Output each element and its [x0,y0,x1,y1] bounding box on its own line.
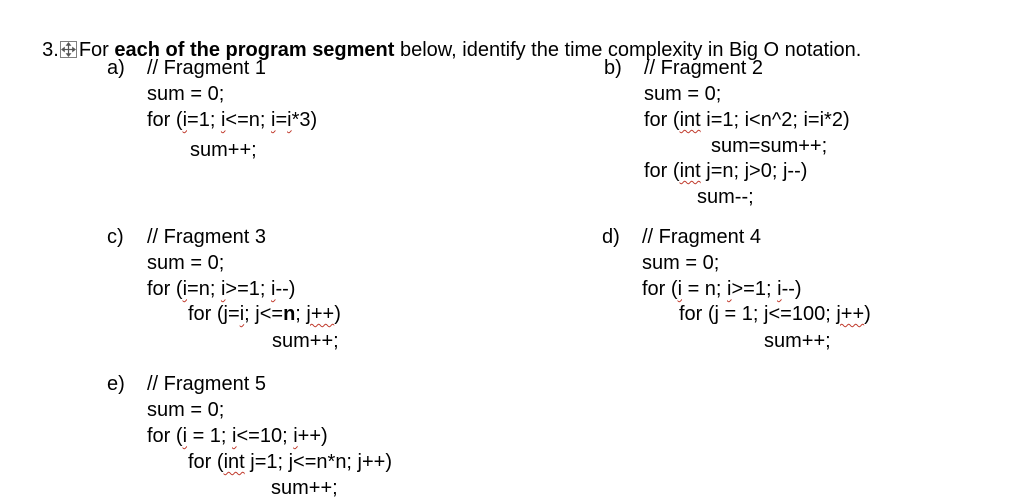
fragment-e-line2: for (i = 1; i<=10; i++) [147,425,328,447]
fragment-d-title: // Fragment 4 [642,226,761,248]
fragment-a-label: a) [107,57,125,79]
fragment-e-line3: for (int j=1; j<=n*n; j++) [188,451,393,473]
fragment-c-label: c) [107,226,124,248]
fragment-d-line3: for (j = 1; j<=100; j++) [679,303,871,325]
fragment-d-line1: sum = 0; [642,252,720,274]
fragment-e-label: e) [107,373,125,395]
fragment-b-line4: for (int j=n; j>0; j--) [644,160,808,182]
fragment-e-line4: sum++; [271,477,338,499]
question-prefix: For [78,39,115,61]
fragment-e-line1: sum = 0; [147,399,225,421]
question-number: 3. [42,39,59,61]
question-bold: each of the program segment [114,39,395,61]
fragment-a-title: // Fragment 1 [147,57,266,79]
fragment-e-title: // Fragment 5 [147,373,266,395]
fragment-b-label: b) [604,57,622,79]
fragment-a-line1: sum = 0; [147,83,225,105]
question-header [31,14,861,62]
move-handle-icon[interactable] [60,41,77,58]
fragment-b-title: // Fragment 2 [644,57,763,79]
fragment-a-line3: sum++; [190,139,257,161]
fragment-b-line5: sum--; [697,186,754,208]
fragment-b-line3: sum=sum++; [711,135,828,157]
fragment-c-line2: for (i=n; i>=1; i--) [147,278,296,300]
fragment-c-line1: sum = 0; [147,252,225,274]
fragment-c-title: // Fragment 3 [147,226,266,248]
fragment-d-line4: sum++; [764,330,831,352]
fragment-d-line2: for (i = n; i>=1; i--) [642,278,802,300]
fragment-b-line1: sum = 0; [644,83,722,105]
fragment-a-line2: for (i=1; i<=n; i=i*3) [147,109,318,131]
question-suffix: below, identify the time complexity in Big O notation. [394,39,862,61]
fragment-c-line3: for (j=i; j<=n; j++) [188,303,341,325]
fragment-d-label: d) [602,226,620,248]
fragment-b-line2: for (int i=1; i<n^2; i=i*2) [644,109,850,131]
fragment-c-line4: sum++; [272,330,339,352]
